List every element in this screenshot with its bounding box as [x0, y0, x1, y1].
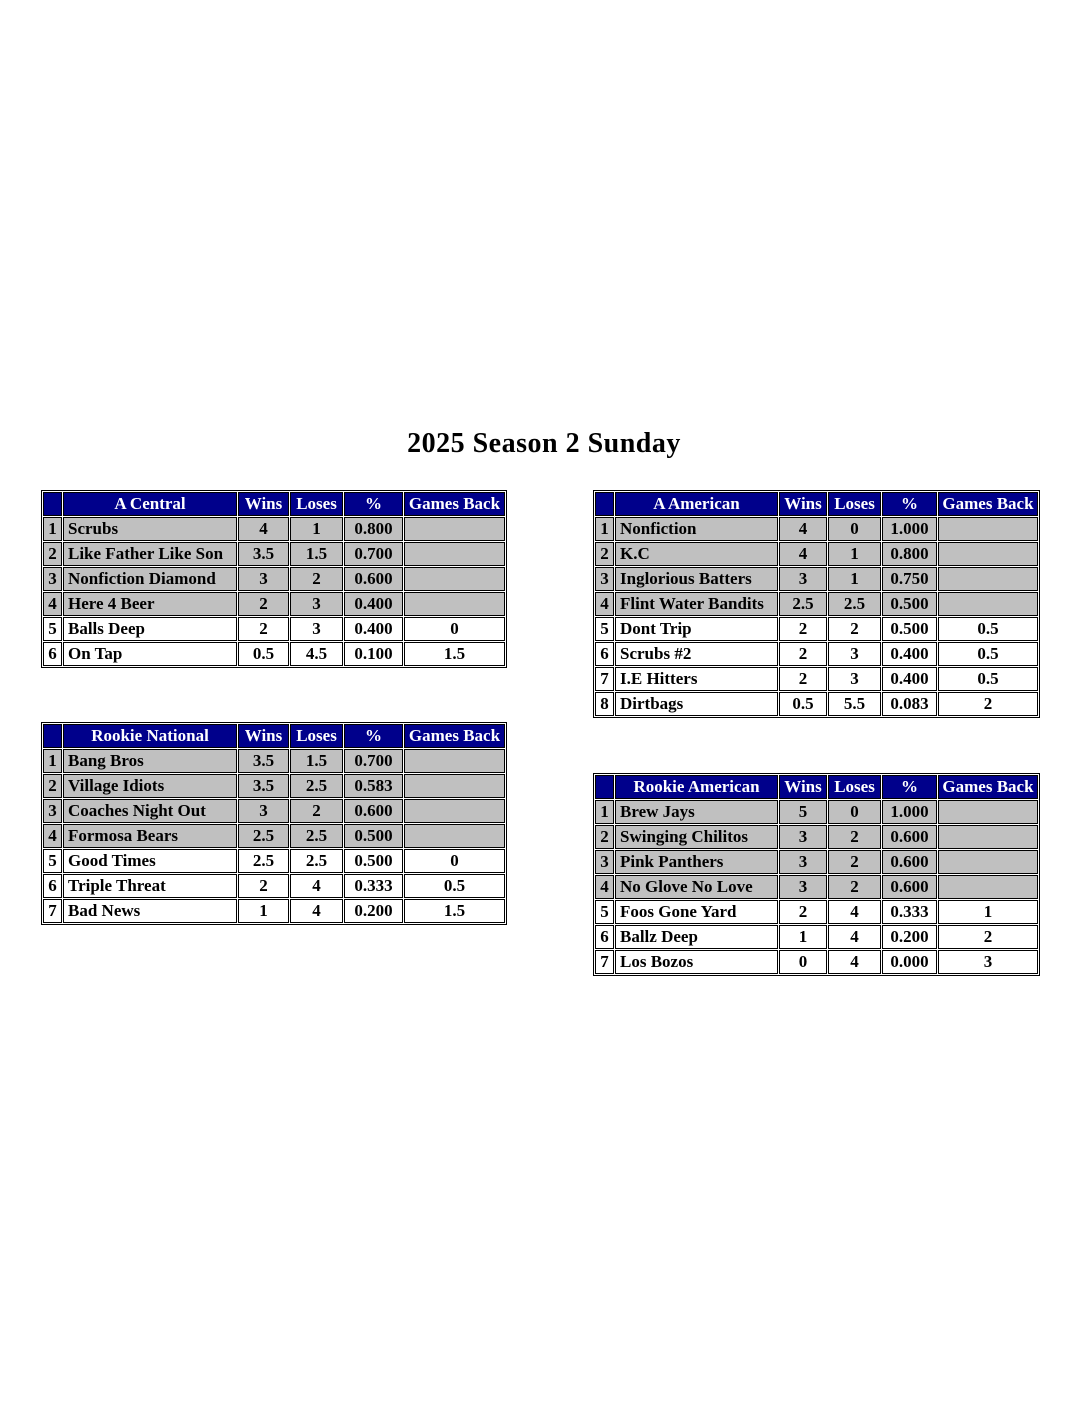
- games-back-cell: [938, 542, 1038, 566]
- standings-table-a-american: [593, 490, 1040, 718]
- rank-column-header: [43, 492, 62, 516]
- games-back-cell: [938, 875, 1038, 899]
- loses-cell: 3: [290, 617, 343, 641]
- rank-cell: 5: [595, 900, 614, 924]
- wins-cell: 2.5: [238, 824, 289, 848]
- pct-cell: 0.400: [344, 617, 403, 641]
- wins-cell: 3: [238, 799, 289, 823]
- team-name-cell: Brew Jays: [615, 800, 778, 824]
- wins-column-header: Wins: [779, 492, 827, 516]
- games-back-cell: 0.5: [938, 642, 1038, 666]
- rank-cell: 6: [595, 642, 614, 666]
- loses-cell: 2.5: [290, 774, 343, 798]
- loses-cell: 0: [828, 800, 881, 824]
- games-back-cell: [404, 824, 505, 848]
- pct-cell: 0.500: [344, 824, 403, 848]
- games-back-cell: 3: [938, 950, 1038, 974]
- standings-row: [595, 825, 1038, 849]
- games-back-cell: 2: [938, 692, 1038, 716]
- games-back-cell: [404, 774, 505, 798]
- pct-cell: 0.600: [344, 567, 403, 591]
- games-back-cell: [938, 517, 1038, 541]
- standings-header-row: [595, 492, 1038, 516]
- loses-column-header: Loses: [290, 492, 343, 516]
- rank-cell: 4: [43, 592, 62, 616]
- loses-column-header: Loses: [828, 492, 881, 516]
- wins-cell: 2: [779, 667, 827, 691]
- games-back-cell: 0.5: [938, 667, 1038, 691]
- division-title: Rookie American: [615, 775, 778, 799]
- loses-cell: 2: [828, 617, 881, 641]
- standings-row: [43, 749, 505, 773]
- team-name-cell: Scrubs: [63, 517, 237, 541]
- standings-row: [595, 925, 1038, 949]
- team-name-cell: K.C: [615, 542, 778, 566]
- standings-row: [43, 567, 505, 591]
- loses-cell: 2: [290, 567, 343, 591]
- wins-column-header: Wins: [779, 775, 827, 799]
- pct-cell: 0.700: [344, 749, 403, 773]
- games-back-cell: [938, 850, 1038, 874]
- pct-cell: 0.083: [882, 692, 937, 716]
- standings-row: [595, 617, 1038, 641]
- standings-table-a-central: [41, 490, 507, 668]
- rank-cell: 3: [43, 799, 62, 823]
- rank-cell: 4: [595, 875, 614, 899]
- wins-cell: 4: [779, 517, 827, 541]
- rank-column-header: [595, 775, 614, 799]
- standings-header-row: [595, 775, 1038, 799]
- games-back-column-header: Games Back: [404, 492, 505, 516]
- standings-row: [43, 799, 505, 823]
- pct-cell: 0.100: [344, 642, 403, 666]
- loses-cell: 3: [828, 642, 881, 666]
- pct-cell: 0.583: [344, 774, 403, 798]
- rank-cell: 2: [43, 542, 62, 566]
- loses-cell: 4.5: [290, 642, 343, 666]
- games-back-cell: [404, 749, 505, 773]
- standings-row: [595, 667, 1038, 691]
- pct-column-header: %: [344, 724, 403, 748]
- team-name-cell: Like Father Like Son: [63, 542, 237, 566]
- standings-row: [43, 849, 505, 873]
- standings-header-row: [43, 492, 505, 516]
- wins-cell: 2: [779, 900, 827, 924]
- standings-row: [43, 517, 505, 541]
- games-back-cell: 1.5: [404, 642, 505, 666]
- pct-cell: 0.700: [344, 542, 403, 566]
- loses-cell: 1: [828, 567, 881, 591]
- standings-row: [595, 567, 1038, 591]
- wins-cell: 2: [238, 874, 289, 898]
- wins-column-header: Wins: [238, 492, 289, 516]
- team-name-cell: Dirtbags: [615, 692, 778, 716]
- games-back-cell: 0.5: [938, 617, 1038, 641]
- loses-column-header: Loses: [290, 724, 343, 748]
- team-name-cell: Pink Panthers: [615, 850, 778, 874]
- standings-row: [595, 900, 1038, 924]
- loses-cell: 1: [290, 517, 343, 541]
- pct-cell: 0.800: [344, 517, 403, 541]
- games-back-column-header: Games Back: [404, 724, 505, 748]
- standings-row: [43, 642, 505, 666]
- standings-row: [595, 692, 1038, 716]
- loses-cell: 2: [828, 850, 881, 874]
- loses-column-header: Loses: [828, 775, 881, 799]
- wins-cell: 0.5: [779, 692, 827, 716]
- standings-row: [595, 517, 1038, 541]
- games-back-cell: [938, 592, 1038, 616]
- pct-cell: 0.400: [882, 667, 937, 691]
- pct-cell: 0.400: [344, 592, 403, 616]
- loses-cell: 1.5: [290, 542, 343, 566]
- games-back-cell: 0.5: [404, 874, 505, 898]
- rank-cell: 6: [43, 642, 62, 666]
- wins-cell: 2.5: [779, 592, 827, 616]
- team-name-cell: Swinging Chilitos: [615, 825, 778, 849]
- pct-cell: 0.600: [882, 850, 937, 874]
- wins-cell: 4: [238, 517, 289, 541]
- standings-table-rookie-american: [593, 773, 1040, 976]
- team-name-cell: Nonfiction Diamond: [63, 567, 237, 591]
- pct-column-header: %: [344, 492, 403, 516]
- games-back-cell: 2: [938, 925, 1038, 949]
- pct-column-header: %: [882, 492, 937, 516]
- standings-row: [43, 592, 505, 616]
- pct-cell: 0.400: [882, 642, 937, 666]
- loses-cell: 3: [290, 592, 343, 616]
- wins-cell: 3.5: [238, 542, 289, 566]
- games-back-column-header: Games Back: [938, 775, 1038, 799]
- wins-cell: 0: [779, 950, 827, 974]
- wins-cell: 5: [779, 800, 827, 824]
- wins-cell: 0.5: [238, 642, 289, 666]
- team-name-cell: Inglorious Batters: [615, 567, 778, 591]
- team-name-cell: Bang Bros: [63, 749, 237, 773]
- team-name-cell: Coaches Night Out: [63, 799, 237, 823]
- games-back-cell: [938, 800, 1038, 824]
- loses-cell: 5.5: [828, 692, 881, 716]
- rank-cell: 2: [43, 774, 62, 798]
- team-name-cell: I.E Hitters: [615, 667, 778, 691]
- rank-cell: 8: [595, 692, 614, 716]
- team-name-cell: Dont Trip: [615, 617, 778, 641]
- rank-cell: 6: [595, 925, 614, 949]
- pct-cell: 0.000: [882, 950, 937, 974]
- rank-cell: 7: [595, 667, 614, 691]
- loses-cell: 2: [290, 799, 343, 823]
- rank-cell: 1: [595, 800, 614, 824]
- games-back-cell: [404, 592, 505, 616]
- games-back-cell: [404, 517, 505, 541]
- standings-row: [43, 774, 505, 798]
- wins-cell: 1: [238, 899, 289, 923]
- standings-row: [43, 874, 505, 898]
- team-name-cell: Flint Water Bandits: [615, 592, 778, 616]
- pct-cell: 0.600: [882, 875, 937, 899]
- wins-column-header: Wins: [238, 724, 289, 748]
- games-back-cell: 0: [404, 849, 505, 873]
- team-name-cell: Los Bozos: [615, 950, 778, 974]
- wins-cell: 3: [238, 567, 289, 591]
- wins-cell: 2.5: [238, 849, 289, 873]
- team-name-cell: Scrubs #2: [615, 642, 778, 666]
- pct-cell: 0.500: [344, 849, 403, 873]
- standings-row: [595, 592, 1038, 616]
- division-title: A American: [615, 492, 778, 516]
- team-name-cell: Triple Threat: [63, 874, 237, 898]
- rank-cell: 2: [595, 825, 614, 849]
- team-name-cell: Ballz Deep: [615, 925, 778, 949]
- rank-cell: 1: [595, 517, 614, 541]
- standings-row: [43, 617, 505, 641]
- standings-row: [595, 875, 1038, 899]
- pct-cell: 1.000: [882, 800, 937, 824]
- rank-cell: 4: [595, 592, 614, 616]
- team-name-cell: Formosa Bears: [63, 824, 237, 848]
- pct-cell: 0.500: [882, 592, 937, 616]
- loses-cell: 1: [828, 542, 881, 566]
- rank-cell: 3: [43, 567, 62, 591]
- rank-cell: 4: [43, 824, 62, 848]
- team-name-cell: Foos Gone Yard: [615, 900, 778, 924]
- games-back-cell: 0: [404, 617, 505, 641]
- rank-cell: 6: [43, 874, 62, 898]
- loses-cell: 4: [828, 925, 881, 949]
- rank-column-header: [595, 492, 614, 516]
- rank-column-header: [43, 724, 62, 748]
- wins-cell: 1: [779, 925, 827, 949]
- pct-cell: 0.200: [344, 899, 403, 923]
- team-name-cell: Nonfiction: [615, 517, 778, 541]
- loses-cell: 0: [828, 517, 881, 541]
- page-title: 2025 Season 2 Sunday: [407, 428, 681, 459]
- pct-cell: 1.000: [882, 517, 937, 541]
- rank-cell: 7: [595, 950, 614, 974]
- games-back-cell: [404, 542, 505, 566]
- wins-cell: 3: [779, 850, 827, 874]
- standings-row: [595, 950, 1038, 974]
- pct-cell: 0.333: [344, 874, 403, 898]
- games-back-cell: 1.5: [404, 899, 505, 923]
- pct-cell: 0.333: [882, 900, 937, 924]
- wins-cell: 4: [779, 542, 827, 566]
- wins-cell: 2: [779, 642, 827, 666]
- team-name-cell: Good Times: [63, 849, 237, 873]
- wins-cell: 2: [238, 617, 289, 641]
- loses-cell: 4: [290, 899, 343, 923]
- team-name-cell: Village Idiots: [63, 774, 237, 798]
- standings-row: [595, 642, 1038, 666]
- games-back-cell: [938, 825, 1038, 849]
- games-back-cell: 1: [938, 900, 1038, 924]
- loses-cell: 2.5: [290, 824, 343, 848]
- loses-cell: 2: [828, 875, 881, 899]
- wins-cell: 3: [779, 875, 827, 899]
- rank-cell: 3: [595, 850, 614, 874]
- games-back-cell: [938, 567, 1038, 591]
- rank-cell: 5: [43, 617, 62, 641]
- pct-column-header: %: [882, 775, 937, 799]
- rank-cell: 5: [595, 617, 614, 641]
- pct-cell: 0.750: [882, 567, 937, 591]
- team-name-cell: Here 4 Beer: [63, 592, 237, 616]
- wins-cell: 3: [779, 825, 827, 849]
- wins-cell: 3: [779, 567, 827, 591]
- pct-cell: 0.600: [882, 825, 937, 849]
- rank-cell: 7: [43, 899, 62, 923]
- games-back-column-header: Games Back: [938, 492, 1038, 516]
- loses-cell: 4: [828, 950, 881, 974]
- wins-cell: 3.5: [238, 774, 289, 798]
- rank-cell: 2: [595, 542, 614, 566]
- rank-cell: 3: [595, 567, 614, 591]
- loses-cell: 2: [828, 825, 881, 849]
- standings-row: [595, 850, 1038, 874]
- team-name-cell: No Glove No Love: [615, 875, 778, 899]
- division-title: Rookie National: [63, 724, 237, 748]
- wins-cell: 2: [238, 592, 289, 616]
- loses-cell: 2.5: [290, 849, 343, 873]
- team-name-cell: Bad News: [63, 899, 237, 923]
- standings-header-row: [43, 724, 505, 748]
- standings-row: [43, 824, 505, 848]
- standings-row: [43, 542, 505, 566]
- wins-cell: 3.5: [238, 749, 289, 773]
- loses-cell: 3: [828, 667, 881, 691]
- team-name-cell: Balls Deep: [63, 617, 237, 641]
- loses-cell: 4: [290, 874, 343, 898]
- standings-row: [43, 899, 505, 923]
- standings-table-rookie-national: [41, 722, 507, 925]
- loses-cell: 1.5: [290, 749, 343, 773]
- pct-cell: 0.600: [344, 799, 403, 823]
- rank-cell: 1: [43, 749, 62, 773]
- loses-cell: 2.5: [828, 592, 881, 616]
- rank-cell: 5: [43, 849, 62, 873]
- games-back-cell: [404, 799, 505, 823]
- team-name-cell: On Tap: [63, 642, 237, 666]
- games-back-cell: [404, 567, 505, 591]
- standings-row: [595, 800, 1038, 824]
- loses-cell: 4: [828, 900, 881, 924]
- rank-cell: 1: [43, 517, 62, 541]
- wins-cell: 2: [779, 617, 827, 641]
- division-title: A Central: [63, 492, 237, 516]
- pct-cell: 0.500: [882, 617, 937, 641]
- standings-row: [595, 542, 1038, 566]
- pct-cell: 0.800: [882, 542, 937, 566]
- pct-cell: 0.200: [882, 925, 937, 949]
